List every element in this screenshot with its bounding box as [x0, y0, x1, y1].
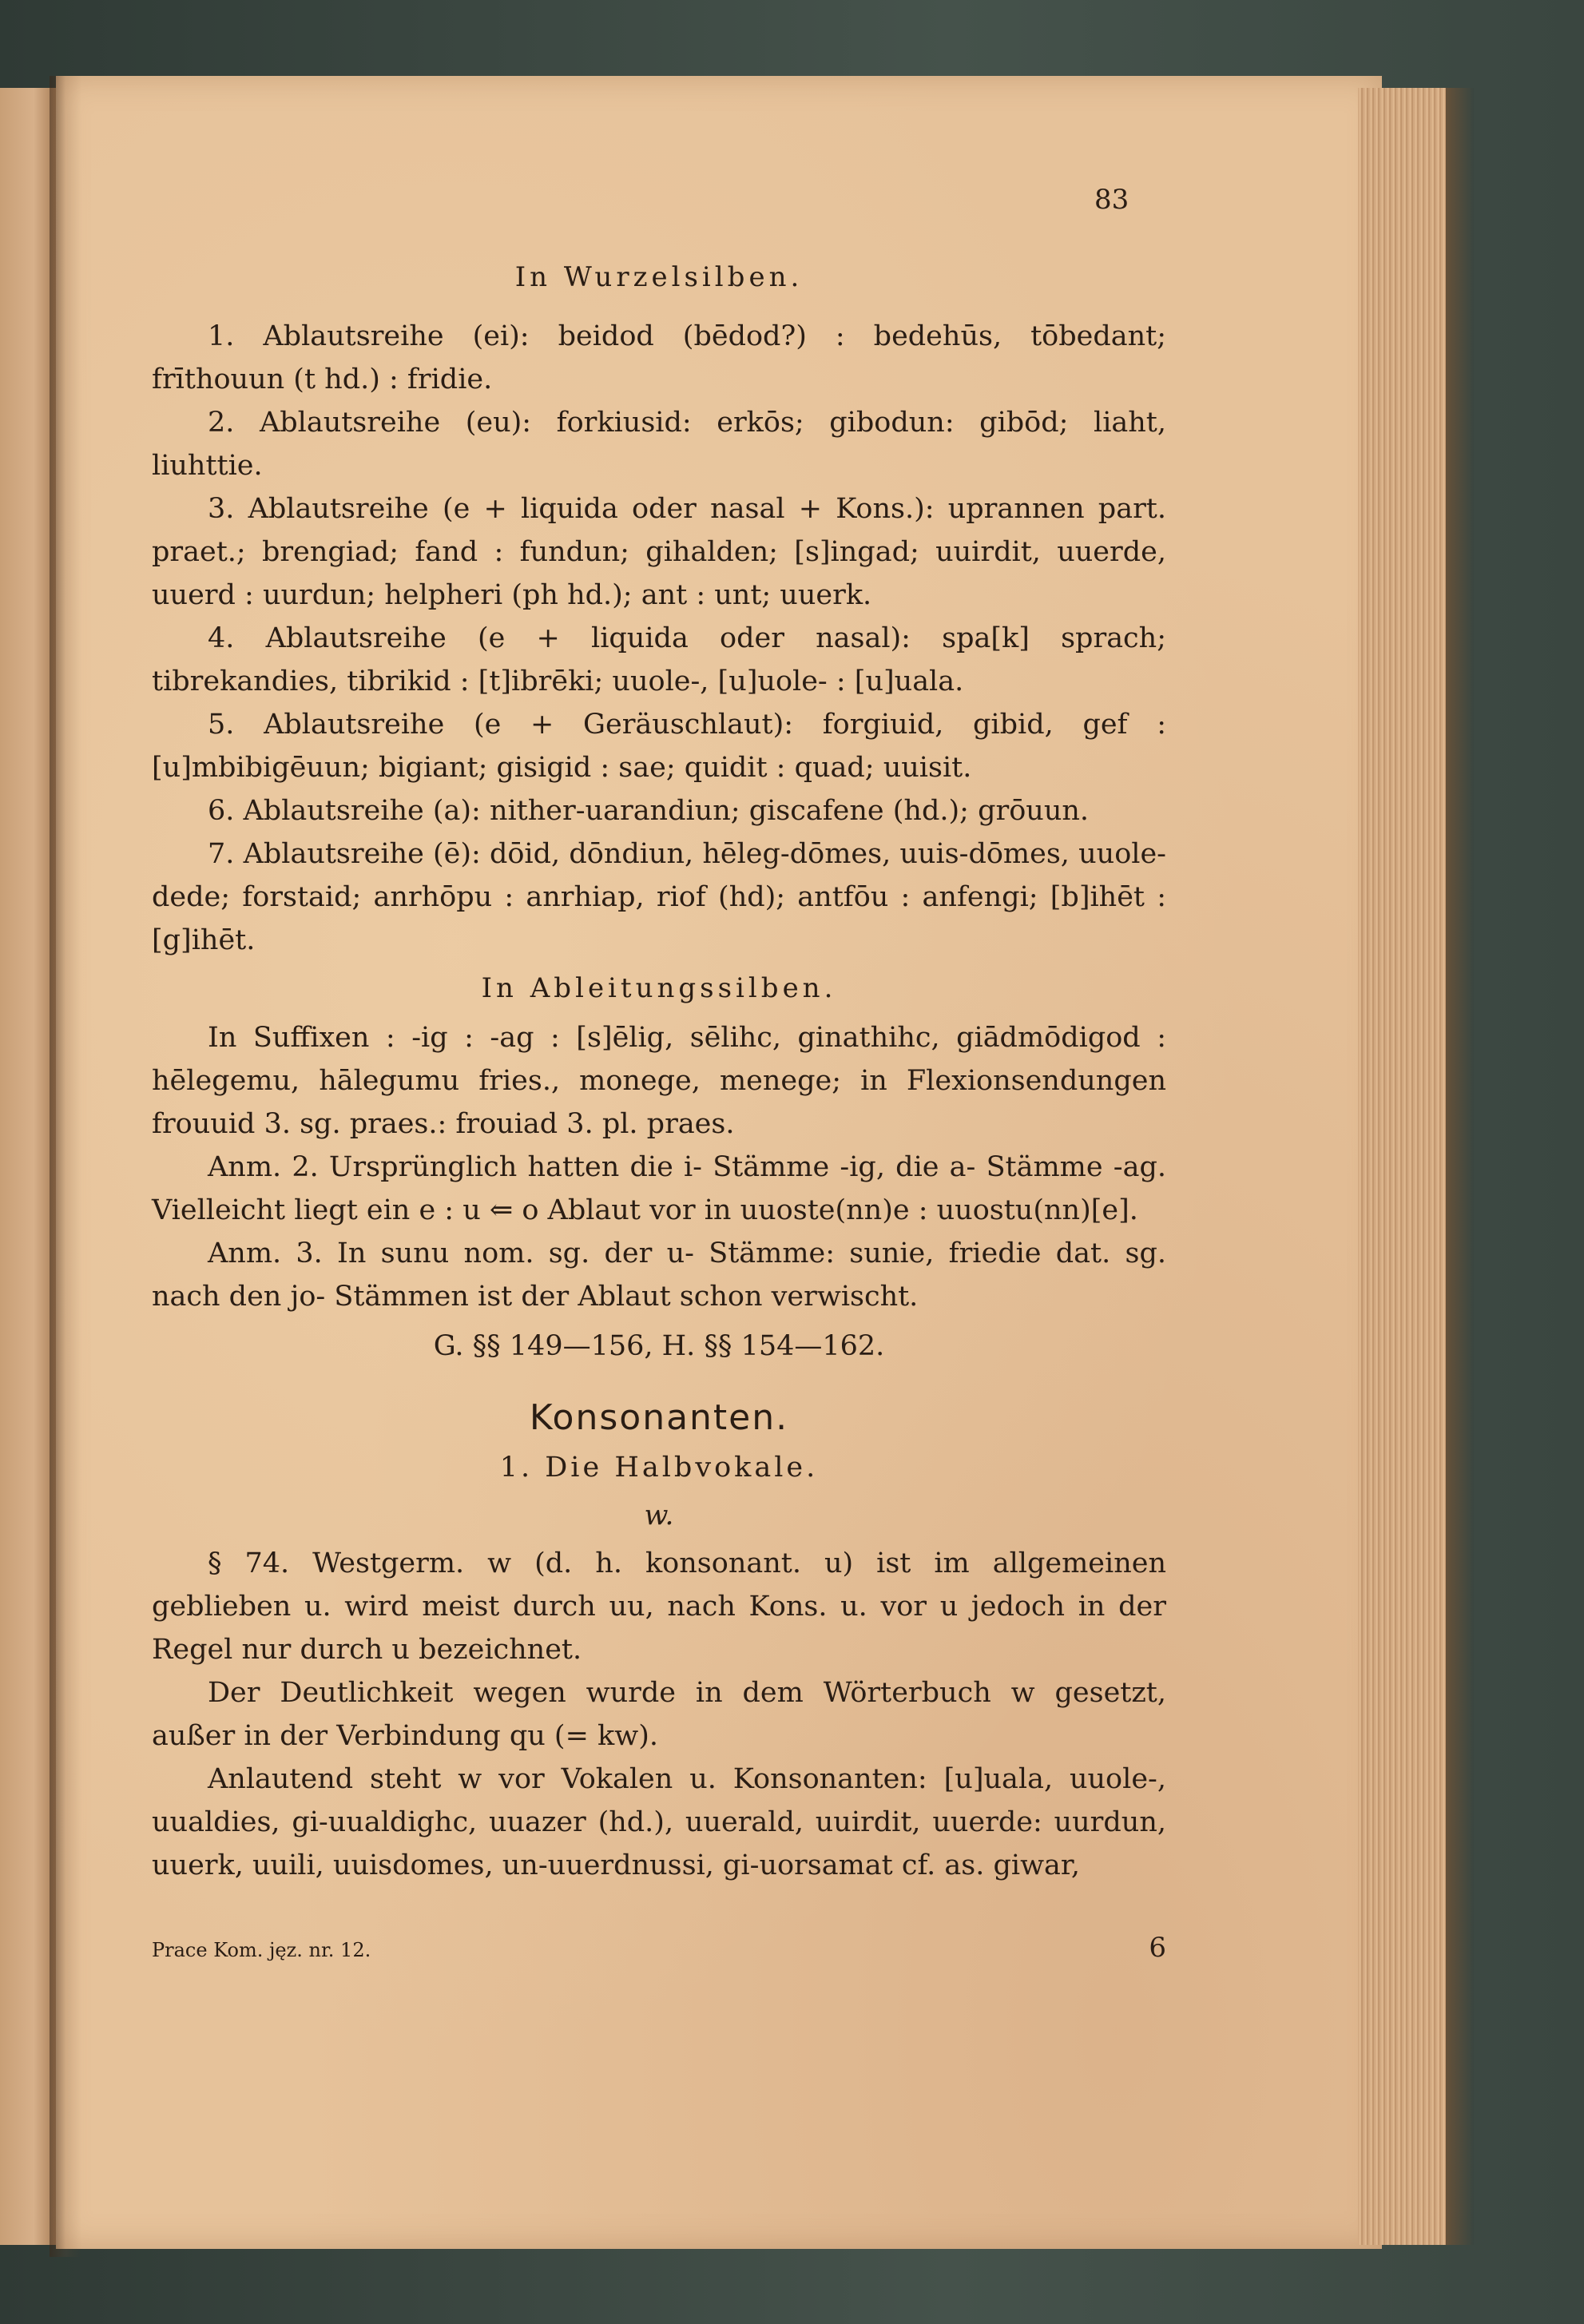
signature-mark: 6 — [1149, 1932, 1166, 1964]
reference-line: G. §§ 149—156, H. §§ 154—162. — [433, 1330, 885, 1362]
section-heading-wurzelsilben: In Wurzelsilben. — [514, 261, 804, 293]
section-heading-ableitungssilben: In Ableitungssilben. — [481, 972, 837, 1004]
ablautsreihe-7: 7. Ablautsreihe (ē): dōid, dōndiun, hēleg-dōmes, uuis-dōmes, uuole-dede; forstaid; anrhōpu : anrhiap, riof (hd); antfōu : anfengi; [b]ihēt : [g]ihēt. — [152, 838, 1166, 956]
letter-heading-w: w. — [644, 1500, 674, 1531]
suffixen-paragraph: In Suffixen : -ig : -ag : [s]ēlig, sēlihc, ginathihc, giādmōdigod : hēlegemu, hālegumu fries., monege, menege; in Flexionsendungen frouuid 3. sg. praes.: frouiad 3. pl. praes. — [152, 1022, 1166, 1140]
anmerkung-3: Anm. 3. In sunu nom. sg. der u- Stämme: sunie, friedie dat. sg. nach den jo- Stämmen ist der Ablaut schon verwischt. — [152, 1237, 1166, 1313]
ablautsreihe-6: 6. Ablautsreihe (a): nither-uarandiun; giscafene (hd.); grōuun. — [208, 795, 1090, 827]
ablautsreihe-2: 2. Ablautsreihe (eu): forkiusid: erkōs; gibodun: gibōd; liaht, liuhttie. — [152, 407, 1166, 482]
ablautsreihe-3: 3. Ablautsreihe (e + liquida oder nasal + Kons.): uprannen part. praet.; brengiad; fand : fundun; gihalden; [s]ingad; uuirdit, uuerde, uuerd : uurdun; helpheri (ph hd.); ant : unt; uuerk. — [152, 493, 1166, 611]
page-footer — [152, 1932, 1166, 1964]
ablautsreihe-1: 1. Ablautsreihe (ei): beidod (bēdod?) : bedehūs, tōbedant; frīthouun (t hd.) : fridie. — [152, 320, 1166, 395]
chapter-heading-konsonanten: Konsonanten. — [529, 1397, 789, 1438]
left-page-edge — [0, 88, 56, 2245]
page-edges — [1358, 88, 1446, 2245]
spine-shadow — [50, 76, 81, 2257]
page-number: 83 — [1094, 184, 1129, 216]
paragraph-74: § 74. Westgerm. w (d. h. konsonant. u) ist im allgemeinen geblieben u. wird meist durch uu, nach Kons. u. vor u jedoch in der Regel nur durch u bezeichnet. — [152, 1547, 1166, 1666]
cover-edge — [1442, 88, 1474, 2245]
subheading-halbvokale: 1. Die Halbvokale. — [499, 1452, 819, 1484]
footer-series: Prace Kom. jęz. nr. 12. — [152, 1939, 371, 1961]
anmerkung-2: Anm. 2. Ursprünglich hatten die i- Stämme -ig, die a- Stämme -ag. Vielleicht liegt ein e : u ⇐ o Ablaut vor in uuoste(nn)e : uuostu(nn)[e]. — [152, 1151, 1166, 1226]
paragraph-anlautend: Anlautend steht w vor Vokalen u. Konsonanten: [u]uala, uuole-, uualdies, gi-uualdighc, uuazer (hd.), uuerald, uuirdit, uuerde: uurdun, uuerk, uuili, uuisdomes, un-uuerdnussi, gi-uorsamat cf. as. giwar, — [152, 1763, 1166, 1881]
page-body — [152, 184, 1166, 1887]
paragraph-deutlichkeit: Der Deutlichkeit wegen wurde in dem Wörterbuch w gesetzt, außer in der Verbindung qu (= kw). — [152, 1677, 1166, 1752]
ablautsreihe-4: 4. Ablautsreihe (e + liquida oder nasal): spa[k] sprach; tibrekandies, tibrikid : [t]ibrēki; uuole-, [u]uole- : [u]uala. — [152, 622, 1166, 697]
ablautsreihe-5: 5. Ablautsreihe (e + Geräuschlaut): forgiuid, gibid, gef : [u]mbibigēuun; bigiant; gisigid : sae; quidit : quad; uuisit. — [152, 709, 1166, 784]
